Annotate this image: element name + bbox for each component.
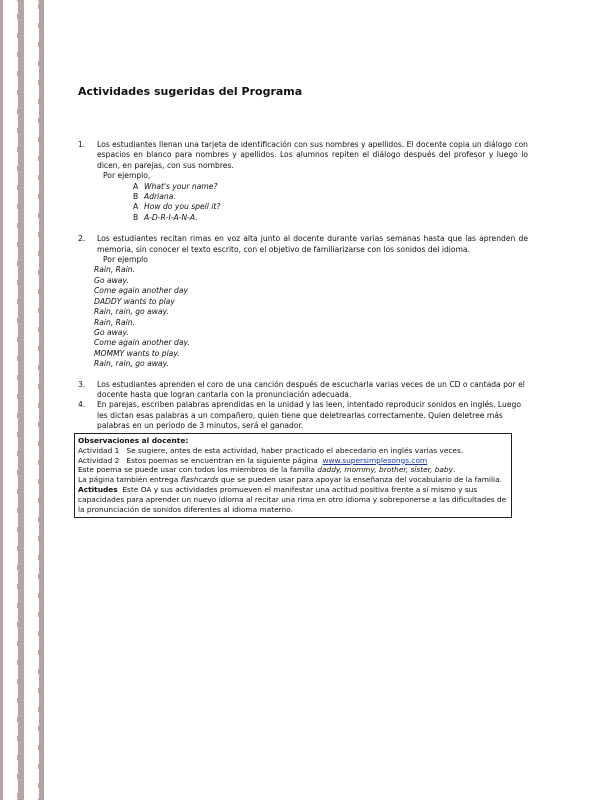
note-text: Se sugiere, antes de esta actividad, haber practicado el abecedario en inglés varias veces. [126,445,464,455]
attitudes-label: Actitudes [78,484,118,494]
activity-4 [78,400,528,431]
activity-text [97,140,528,223]
note-text: La página también entrega [78,475,179,485]
activity-1-description: Los estudiantes llenan una tarjeta de identificación con sus nombres y apellidos. El docente copia un diálogo con espacios en blanco para nombres y apellidos. Los alumnos repiten el diálogo después del profesor y luego lo dicen, en parejas, con sus nombres. [97,140,528,170]
poem-line: Rain, Rain. [94,317,135,327]
activity-number: 3. [78,379,86,389]
poem-line: Rain, rain, go away. [94,307,169,317]
attitudes-text: Este OA y sus actividades promueven el manifestar una actitud positiva frente a sí mismo y sus capacidades para aprender un nuevo idioma al recitar una rima en otro idioma y sobreponerse a las dificultades de la pronunciación de sonidos diferentes al idioma materno. [78,484,507,514]
poem-line: Go away. [94,275,129,285]
note-flashcards [78,475,508,485]
poem-line: Come again another day. [94,338,190,348]
poem-line: Go away. [94,327,129,337]
website-link[interactable]: www.supersimplesongs.com [322,455,428,465]
note-text: que se pueden usar para apoyar la enseñanza del vocabulario de la familia. [220,475,502,485]
poem-line: Rain, Rain. [94,265,135,275]
activity-3-description: Los estudiantes aprenden el coro de una canción después de escucharla varias veces de un CD o cantada por el docente hasta que logran cantarla con la pronunciación adecuada. [97,379,525,399]
page-title: Actividades sugeridas del Programa [78,85,303,98]
note-text: . [452,465,456,475]
dialog-text: How do you spell it? [144,202,221,212]
speaker: A [133,202,139,212]
note-activity-1 [78,446,508,456]
activity-number: 4. [78,400,86,410]
family-words: daddy, mommy, brother, sister, baby [317,465,453,475]
note-label: Actividad 2 [78,455,120,465]
dialog-block [133,182,528,224]
decorative-border [0,0,44,800]
speaker: B [133,192,139,202]
example-label: Por ejemplo, [103,171,151,181]
activity-number: 2. [78,234,86,244]
poem-line: Come again another day [94,286,188,296]
note-family [78,465,508,475]
note-text: Este poema se puede usar con todos los miembros de la familia [78,465,315,475]
poem-block [94,265,528,369]
speaker: B [133,212,139,222]
activity-2 [78,234,528,265]
flashcards-word: flashcards [180,475,219,485]
poem-line: MOMMY wants to play. [94,348,180,358]
poem-line: DADDY wants to play [94,296,175,306]
note-label: Actividad 1 [78,445,120,455]
activity-2-description: Los estudiantes recitan rimas en voz alta junto al docente durante varias semanas hasta que las aprenden de memoria, sin conocer el texto escrito, con el objetivo de familiarizarse con los sonidos del idioma. [97,234,528,254]
note-text: Estos poemas se encuentran en la siguiente página [126,455,318,465]
activity-1 [78,140,528,223]
note-activity-2 [78,456,508,466]
poem-line: Rain, rain, go away. [94,359,169,369]
dialog-text: A-D-R-I-A-N-A. [144,212,198,222]
border-tiles-left [3,0,18,800]
example-label: Por ejemplo [103,255,148,265]
activity-number: 1. [78,140,86,149]
speaker: A [133,181,139,191]
dialog-line [133,202,528,212]
dialog-text: What's your name? [144,181,218,191]
dialog-text: Adriana. [144,192,176,202]
border-tiles-right [24,0,39,800]
activity-3 [78,380,528,401]
activity-4-description: En parejas, escriben palabras aprendidas en la unidad y las leen, intentado reproducir sonidos en inglés. Luego les dictan esas palabras a un compañero, quien tiene que deletrearlas correctamente. Quien deletree más palabras en un periodo de 3 minutos, será el ganador. [97,400,521,431]
dialog-line [133,182,528,192]
activity-text [97,234,528,265]
dialog-line [133,192,528,202]
note-attitudes [78,485,508,514]
notes-heading: Observaciones al docente: [78,436,189,445]
dialog-line [133,213,528,223]
activities-list [78,140,528,432]
teacher-notes-box [74,433,512,518]
